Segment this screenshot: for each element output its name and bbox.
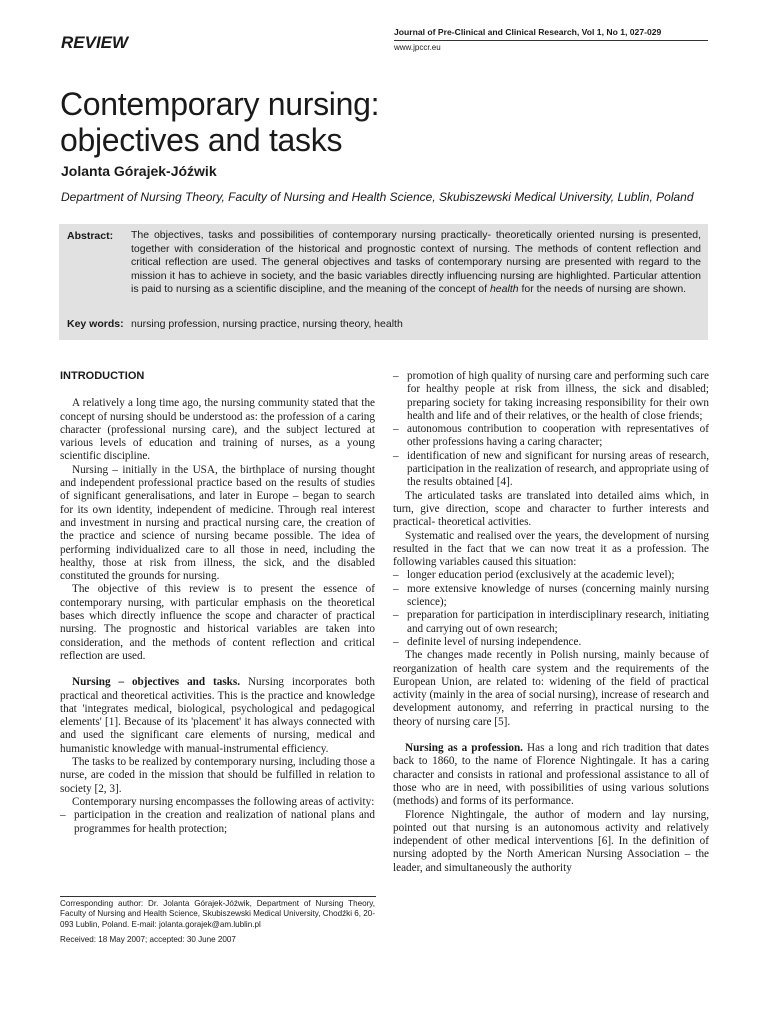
list-item	[393, 569, 709, 582]
dash-bullet: –	[393, 635, 399, 648]
list-item-text: definite level of nursing independence.	[407, 635, 582, 648]
paragraph: A relatively a long time ago, the nursing community stated that the concept of nursing should be understood as: the profession of a caring character (professional nursing care), and the subject lectured at various levels of education and training of nurses, as a young scientific discipline.	[60, 397, 375, 463]
dash-bullet: –	[393, 582, 399, 595]
dash-bullet: –	[60, 809, 66, 822]
dash-bullet: –	[393, 423, 399, 436]
list-item-text: more extensive knowledge of nurses (concerning mainly nursing science);	[407, 582, 709, 609]
list-item-text: promotion of high quality of nursing care and performing such care for healthy people at risk from illness, the sick and disabled; preparing society for taking increasing responsibility for their own health and life and of their relatives, or the health of close friends;	[407, 370, 709, 422]
list-item-text: preparation for participation in interdisciplinary research, initiating and carrying out of own research;	[407, 609, 709, 635]
right-column	[393, 370, 709, 875]
title-line-2: objectives and tasks	[60, 122, 343, 158]
subsection-heading: Nursing – objectives and tasks.	[72, 676, 241, 689]
list-item	[393, 583, 709, 610]
list-item	[393, 450, 709, 490]
paragraph: The objective of this review is to present the essence of contemporary nursing, with particular emphasis on the theoretical bases which directly influence the scope and character of practical nursing. The prognostic and historical variables are taken into consideration, and the methods of content reflection and critical reflection are used.	[60, 583, 375, 662]
list-item	[393, 636, 709, 649]
article-title	[60, 86, 700, 158]
paragraph	[60, 676, 375, 756]
paragraph	[393, 742, 709, 808]
list-item-text: participation in the creation and realization of national plans and programmes for health protection;	[74, 809, 375, 835]
abstract-text	[131, 229, 701, 297]
list-item-text: longer education period (exclusively at the academic level);	[407, 569, 675, 582]
section-gap	[393, 729, 709, 742]
list-item	[60, 809, 375, 836]
list-item	[393, 609, 709, 636]
dash-bullet: –	[393, 569, 399, 582]
paragraph-text: Has a long and rich tradition that dates back to 1860, to the name of Florence Nightingale. It has a caring character and consists in rational and professional assistance to all of those who are in need, with possibilities of using various solutions (methods) and forms of its performance.	[393, 742, 709, 808]
paragraph: The changes made recently in Polish nursing, mainly because of reorganization of health care system and the requirements of the European Union, are related to: widening of the field of practical activity (mainly in the area of social nursing), increase of research and development autonomy, and referring in practical nursing to the theory of nursing care [5].	[393, 649, 709, 728]
paragraph: Nursing – initially in the USA, the birthplace of nursing thought and independent professional practice based on the results of studies of significant generalisations, and later in Europe – began to search for its own identity, independent of medicine. Through real interest and investment in nursing and practical nursing care, the creation of the practice and science of nursing became possible. The idea of performing individualized care to all those in need, including the healthy, those at risk from illness, the sick, and the disabled constituted the grounds for nursing.	[60, 463, 375, 583]
subsection-heading: Nursing as a profession.	[405, 742, 523, 755]
dash-bullet: –	[393, 609, 399, 622]
introduction-heading: INTRODUCTION	[60, 370, 145, 382]
left-column	[60, 370, 375, 836]
keywords-label: Key words:	[67, 318, 124, 330]
journal-citation: Journal of Pre-Clinical and Clinical Research, Vol 1, No 1, 027-029	[394, 27, 662, 37]
list-item	[393, 370, 709, 423]
paragraph: Florence Nightingale, the author of modern and lay nursing, pointed out that nursing is an autonomous activity and relatively independent of other medical interventions [6]. In the definition of nursing adopted by the North American Nursing Association – the leader, and simultaneously the authority	[393, 808, 709, 874]
header-rule	[394, 40, 708, 41]
list-item-text: autonomous contribution to cooperation with representatives of other professions having a caring character;	[407, 423, 709, 449]
section-tag: REVIEW	[61, 33, 129, 52]
title-line-1: Contemporary nursing:	[60, 86, 380, 122]
list-item	[393, 423, 709, 450]
correspondence-footnote: Corresponding author: Dr. Jolanta Górajek-Jóźwik, Department of Nursing Theory, Faculty of Nursing and Health Science, Skubiszewski Medical University, Chodźki 6, 20-093 Lublin, Poland. E-mail: jolanta.gorajek@am.lublin.pl	[60, 899, 375, 929]
paragraph: Contemporary nursing encompasses the following areas of activity:	[72, 795, 375, 808]
dash-bullet: –	[393, 370, 399, 382]
paragraph: The articulated tasks are translated into detailed aims which, in turn, give direction, scope and character to further interests and practical- theoretical activities.	[393, 489, 709, 529]
section-gap	[60, 663, 375, 676]
abstract-box	[59, 224, 708, 340]
journal-website-link[interactable]: www.jpccr.eu	[394, 43, 441, 52]
abstract-text-main: The objectives, tasks and possibilities of contemporary nursing practically- theoretically oriented nursing is presented, together with consideration of the historical and prognostic context of nursing. The methods of content reflection and critical reflection are used. The general objectives and tasks of contemporary nursing are presented with regard to the mission it has to achieve in society, and the basic variables directly influencing nursing are highlighted. Particular attention is paid to nursing as a scientific discipline, and the meaning of the concept of	[131, 229, 701, 296]
paragraph: The tasks to be realized by contemporary nursing, including those a nurse, are coded in the mission that should be fulfilled in relation to society [2, 3].	[60, 756, 375, 795]
author-affiliation: Department of Nursing Theory, Faculty of Nursing and Health Science, Skubiszewski Medical University, Lublin, Poland	[61, 190, 694, 204]
paragraph: Systematic and realised over the years, the development of nursing resulted in the fact that we can now treat it as a profession. The following variables caused this situation:	[393, 529, 709, 569]
author-name: Jolanta Górajek-Jóźwik	[61, 163, 217, 179]
received-dates: Received: 18 May 2007; accepted: 30 June 2007	[60, 935, 236, 944]
paragraph-text: Nursing incorporates both practical and theoretical activities. This is the practice and knowledge that 'integrates medical, biological, psychological and pedagogical elements' [1]. Because of its 'placement' it has always connected with and used the significant care elements of nursing, medical and humanistic knowledge with manual-instrumental efficiency.	[60, 676, 375, 755]
dash-bullet: –	[393, 449, 399, 462]
list-item-text: identification of new and significant for nursing areas of research, participation in the realization of research, and appropriate using of the results obtained [4].	[407, 449, 709, 489]
footnote-rule	[60, 896, 376, 897]
abstract-italic-term: health	[489, 283, 519, 296]
abstract-text-end: for the needs of nursing are shown.	[518, 283, 687, 296]
abstract-label: Abstract:	[67, 230, 114, 242]
keywords-text: nursing profession, nursing practice, nursing theory, health	[131, 318, 403, 330]
